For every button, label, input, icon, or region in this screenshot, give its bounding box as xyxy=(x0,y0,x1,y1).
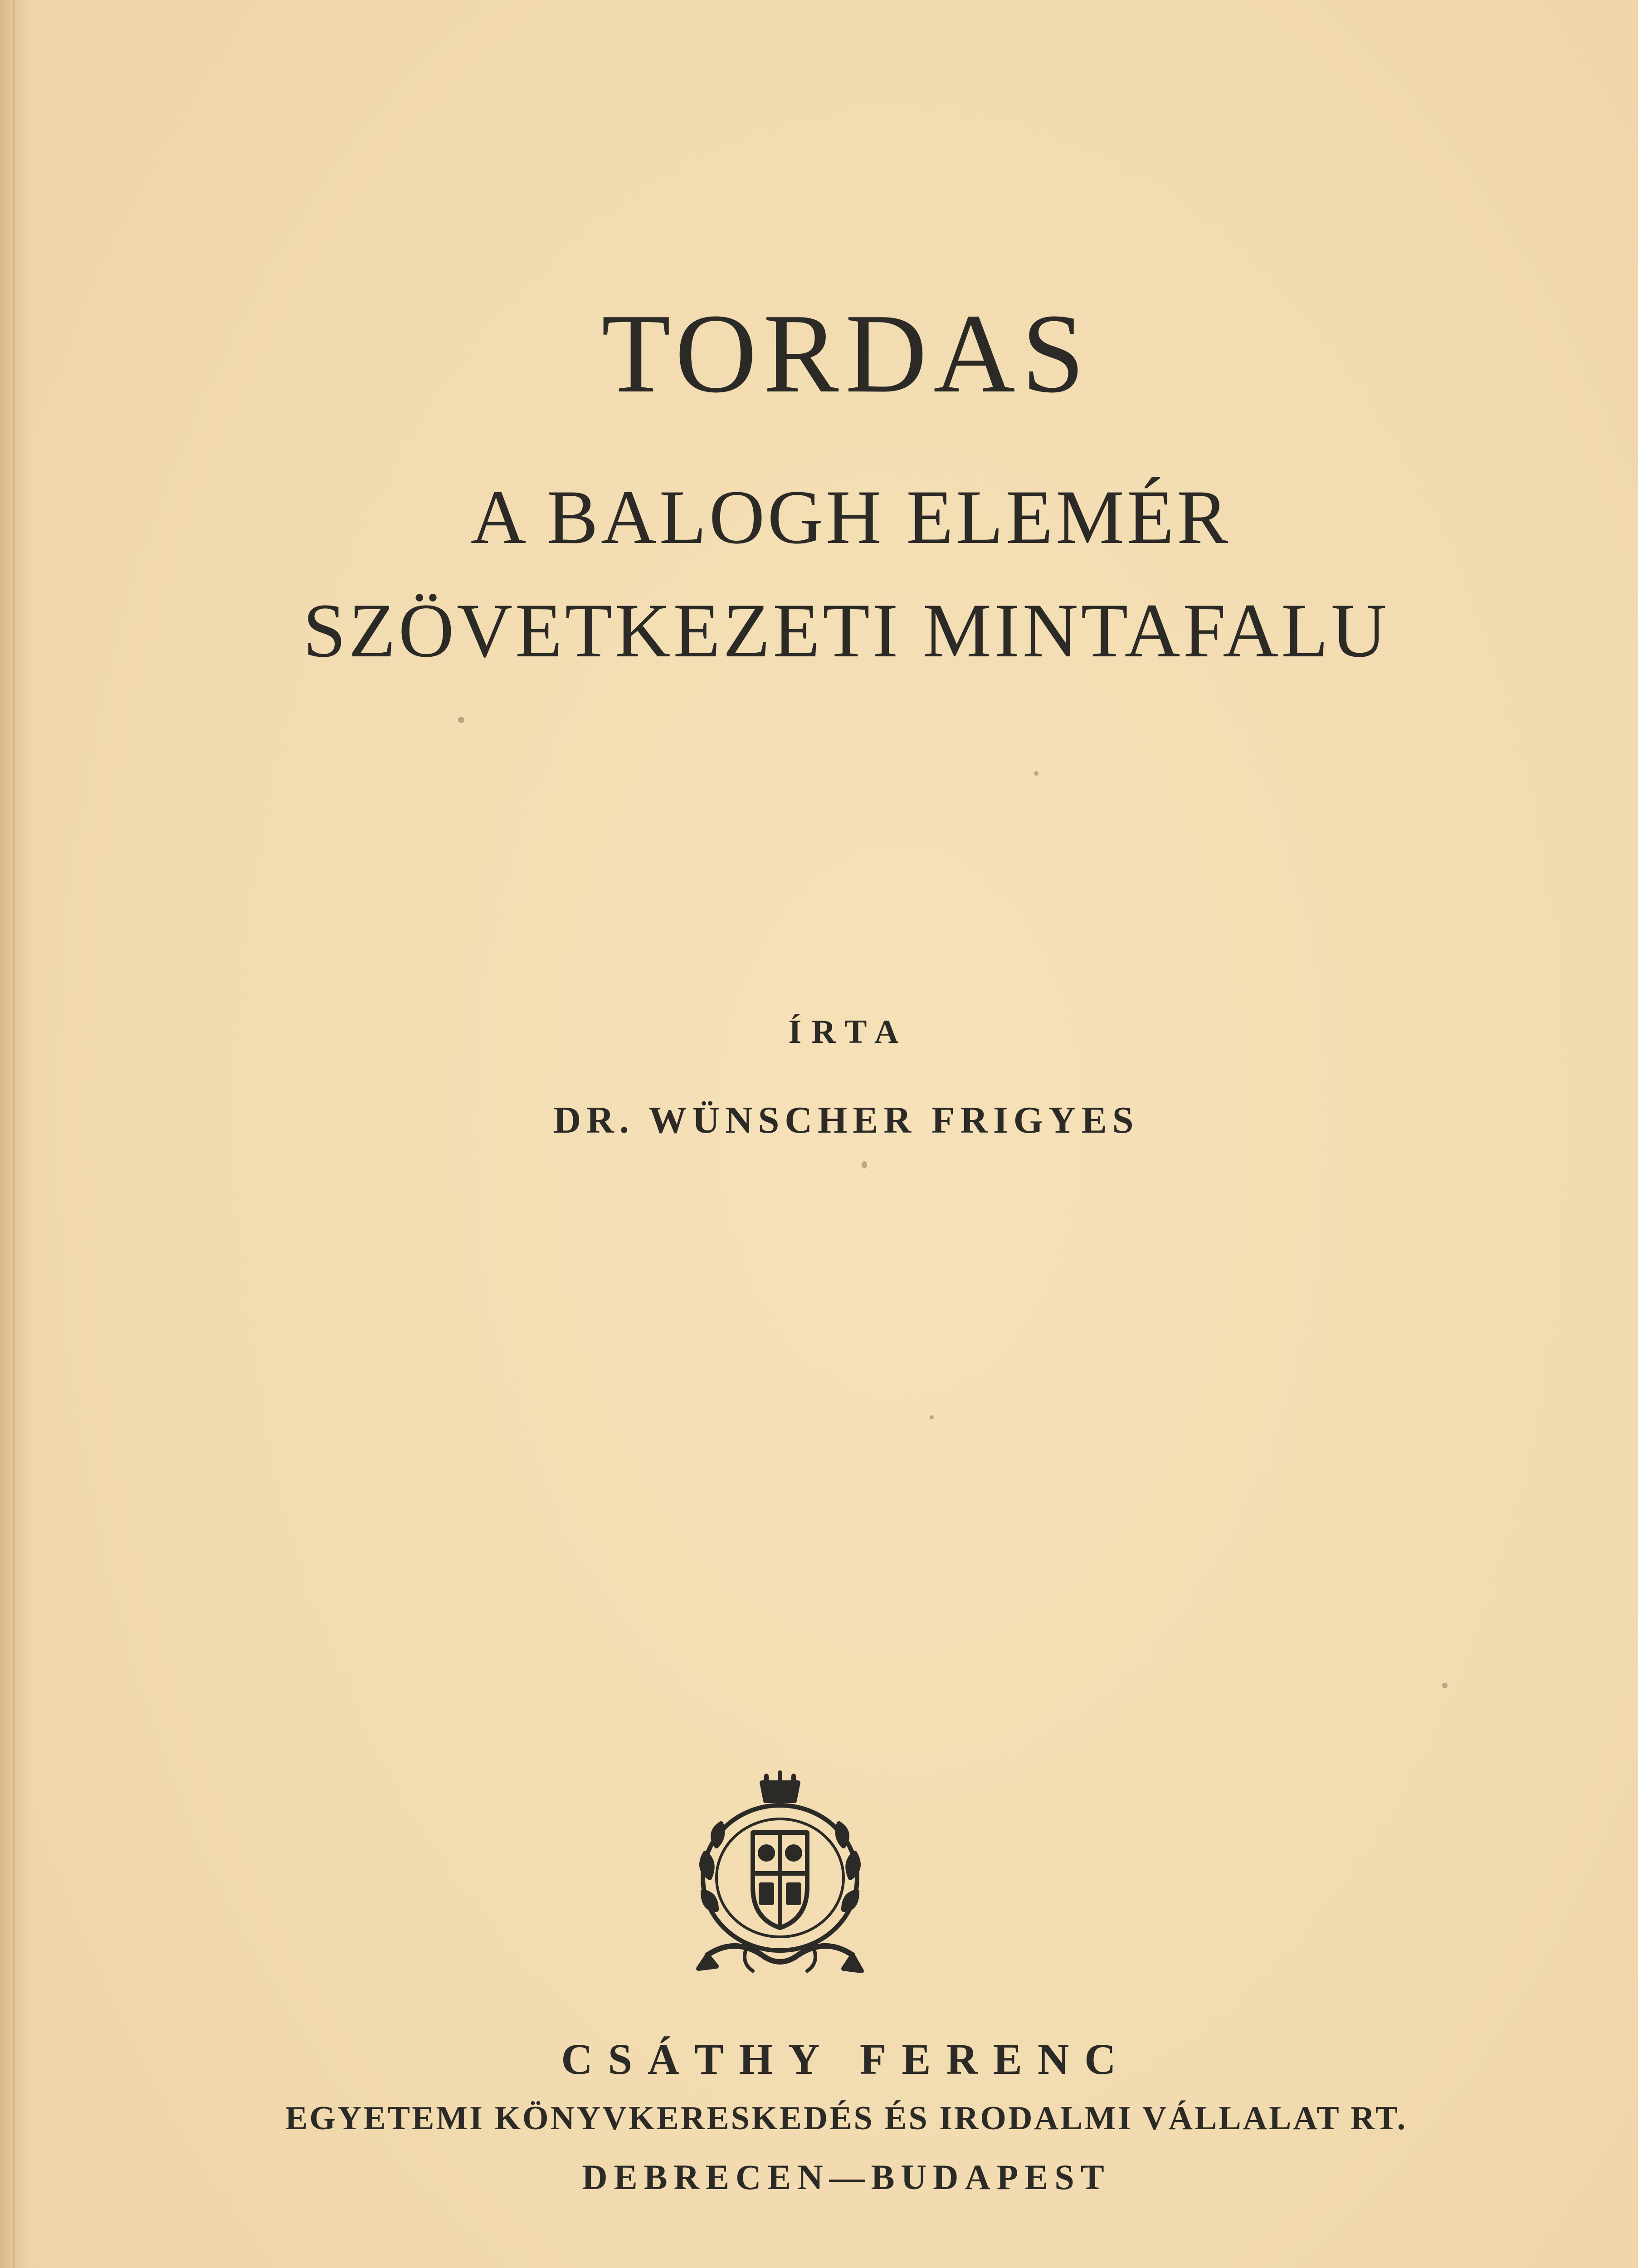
paper-speck xyxy=(862,1161,867,1168)
subtitle-line-1: A BALOGH ELEMÉR xyxy=(470,474,1231,560)
publisher-name: CSÁTHY FERENC xyxy=(561,2035,1131,2083)
publisher-company: EGYETEMI KÖNYVKERESKEDÉS ÉS IRODALMI VÁLLALAT RT. xyxy=(285,2100,1408,2137)
publisher-city: DEBRECEN—BUDAPEST xyxy=(582,2157,1111,2197)
paper-speck xyxy=(458,717,464,723)
paper-speck xyxy=(1442,1683,1448,1688)
paper-speck xyxy=(1034,771,1038,776)
paper-speck xyxy=(930,1415,934,1419)
subtitle-line-2: SZÖVETKEZETI MINTAFALU xyxy=(303,588,1389,673)
book-title: TORDAS xyxy=(601,291,1091,416)
byline-label: ÍRTA xyxy=(788,1013,909,1051)
publisher-coat-of-arms-icon xyxy=(689,1765,871,1991)
author-name: DR. WÜNSCHER FRIGYES xyxy=(553,1099,1139,1141)
